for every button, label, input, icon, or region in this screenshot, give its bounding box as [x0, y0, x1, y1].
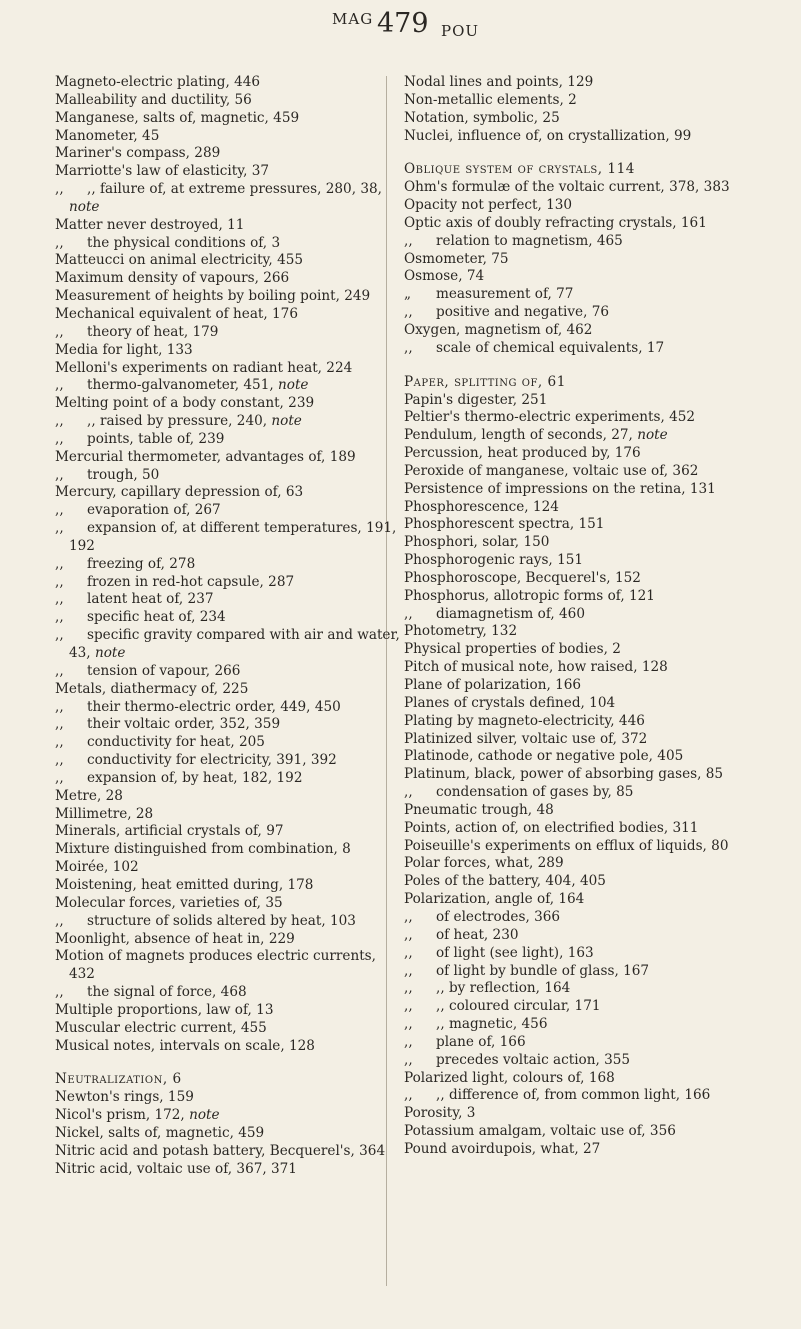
index-entry [55, 377, 400, 395]
entry-text: Newton's rings, 159 [55, 1089, 194, 1106]
entry-text: Porosity, 3 [404, 1105, 476, 1122]
ditto-mark: ,, [55, 769, 64, 786]
index-entry [404, 534, 749, 552]
index-entry [55, 752, 400, 770]
entry-text: ,, coloured circular, 171 [436, 998, 601, 1015]
header-right-guide: POU [441, 22, 480, 40]
entry-text: Planes of crystals defined, 104 [404, 694, 616, 711]
entry-text: specific gravity compared with air and water, 43, [69, 627, 400, 661]
index-entry [404, 748, 749, 766]
index-entry [55, 110, 400, 128]
entry-text: Plating by magneto-electricity, 446 [404, 712, 645, 729]
entry-text: relation to magnetism, 465 [436, 232, 623, 249]
index-entry [404, 74, 749, 92]
index-entry [55, 609, 400, 627]
ditto-mark: ,, [55, 520, 64, 537]
entry-text: scale of chemical equivalents, 17 [436, 339, 665, 356]
entry-text: Nickel, salts of, magnetic, 459 [55, 1124, 265, 1141]
entry-text: plane of, 166 [436, 1033, 526, 1050]
index-entry [404, 855, 749, 873]
entry-text: Multiple proportions, law of, 13 [55, 1001, 274, 1018]
index-entry [404, 873, 749, 891]
entry-text: Paper, splitting of, 61 [404, 373, 566, 390]
index-entry [404, 1087, 749, 1105]
entry-text: Polar forces, what, 289 [404, 855, 564, 872]
index-entry [404, 802, 749, 820]
index-entry [404, 606, 749, 624]
entry-text: freezing of, 278 [87, 555, 196, 572]
entry-text: Peltier's thermo-electric experiments, 452 [404, 409, 696, 426]
entry-text: Media for light, 133 [55, 341, 193, 358]
note-marker: note [69, 198, 100, 215]
entry-text: Oxygen, magnetism of, 462 [404, 321, 593, 338]
index-entry [404, 251, 749, 269]
index-column-right [404, 74, 749, 1159]
entry-text: ,, by reflection, 164 [436, 980, 571, 997]
entry-text: Phosphorus, allotropic forms of, 121 [404, 587, 655, 604]
entry-text: Pound avoirdupois, what, 27 [404, 1140, 601, 1157]
index-entry [55, 1089, 400, 1107]
index-entry [404, 1070, 749, 1088]
header-left-guide: MAG [332, 10, 374, 28]
entry-text: Melting point of a body constant, 239 [55, 395, 315, 412]
page-number: 479 [377, 8, 429, 39]
entry-text: Persistence of impressions on the retina, 131 [404, 480, 716, 497]
note-marker: note [189, 1107, 220, 1124]
entry-text: frozen in red-hot capsule, 287 [87, 573, 295, 590]
entry-text: Millimetre, 28 [55, 805, 154, 822]
entry-text: Matteucci on animal electricity, 455 [55, 252, 304, 269]
index-entry [55, 591, 400, 609]
index-entry [55, 288, 400, 306]
index-entry [404, 1123, 749, 1141]
index-entry [55, 770, 400, 788]
ditto-mark: ,, [404, 1087, 413, 1104]
entry-text: Mariner's compass, 289 [55, 145, 221, 162]
index-entry [404, 641, 749, 659]
entry-text: their thermo-electric order, 449, 450 [87, 698, 341, 715]
ditto-mark: ,, [404, 1051, 413, 1068]
index-entry [404, 980, 749, 998]
entry-text: Moirée, 102 [55, 859, 139, 876]
entry-text: Opacity not perfect, 130 [404, 197, 573, 214]
ditto-mark: ,, [404, 605, 413, 622]
index-entry [55, 806, 400, 824]
entry-text: conductivity for heat, 205 [87, 734, 265, 751]
entry-text: Nitric acid and potash battery, Becquerel's, 364 [55, 1142, 386, 1159]
index-entry [55, 1107, 400, 1125]
index-entry [404, 623, 749, 641]
ditto-mark: ,, [404, 232, 413, 249]
index-entry [404, 374, 749, 392]
index-entry [404, 659, 749, 677]
entry-text: latent heat of, 237 [87, 591, 214, 608]
index-entry [404, 322, 749, 340]
entry-text: the signal of force, 468 [87, 984, 247, 1001]
index-entry [55, 823, 400, 841]
entry-text: trough, 50 [87, 466, 160, 483]
index-entry [404, 427, 749, 445]
index-entry [55, 74, 400, 92]
ditto-mark: ,, [55, 377, 64, 394]
note-marker: note [637, 427, 668, 444]
index-entry [55, 502, 400, 520]
index-entry [55, 467, 400, 485]
index-entry [55, 217, 400, 235]
entry-text: Polarization, angle of, 164 [404, 891, 585, 908]
index-entry [404, 340, 749, 358]
entry-text: Manometer, 45 [55, 127, 160, 144]
index-entry [55, 699, 400, 717]
entry-text: Physical properties of bodies, 2 [404, 641, 621, 658]
entry-text: of light by bundle of glass, 167 [436, 962, 650, 979]
entry-text: Mercurial thermometer, advantages of, 189 [55, 448, 356, 465]
entry-text: Phosphorescent spectra, 151 [404, 516, 605, 533]
index-entry [404, 233, 749, 251]
entry-text: Ohm's formulæ of the voltaic current, 378, 383 [404, 179, 730, 196]
ditto-mark: ,, [55, 662, 64, 679]
ditto-mark: ,, [404, 962, 413, 979]
ditto-mark: ,, [55, 502, 64, 519]
entry-text: Osmose, 74 [404, 268, 485, 285]
index-entry [55, 395, 400, 413]
entry-text: Moistening, heat emitted during, 178 [55, 876, 314, 893]
entry-text: Pneumatic trough, 48 [404, 801, 554, 818]
index-entry [55, 270, 400, 288]
entry-text: Potassium amalgam, voltaic use of, 356 [404, 1123, 676, 1140]
ditto-mark: „ [404, 286, 412, 303]
entry-text: Papin's digester, 251 [404, 391, 548, 408]
entry-text: Peroxide of manganese, voltaic use of, 362 [404, 462, 699, 479]
index-entry [55, 235, 400, 253]
entry-text: thermo-galvanometer, 451, [87, 377, 274, 394]
index-entry [404, 463, 749, 481]
index-entry [404, 731, 749, 749]
index-entry [404, 909, 749, 927]
entry-text: Manganese, salts of, magnetic, 459 [55, 109, 300, 126]
index-entry [55, 413, 400, 431]
index-entry [404, 1034, 749, 1052]
ditto-mark: ,, [404, 998, 413, 1015]
index-entry [404, 516, 749, 534]
index-entry [55, 627, 400, 663]
ditto-mark: ,, [404, 304, 413, 321]
index-entry [404, 481, 749, 499]
index-entry [404, 766, 749, 784]
index-entry [404, 1141, 749, 1159]
entry-text: Points, action of, on electrified bodies, 311 [404, 819, 699, 836]
index-entry [55, 520, 400, 556]
ditto-mark: ,, [55, 912, 64, 929]
index-entry [55, 556, 400, 574]
index-entry [55, 984, 400, 1002]
index-entry [55, 1143, 400, 1161]
entry-text: of light (see light), 163 [436, 944, 594, 961]
entry-text: Pendulum, length of seconds, 27, [404, 427, 633, 444]
index-column-left [55, 74, 400, 1178]
entry-text: evaporation of, 267 [87, 502, 221, 519]
entry-text: Moonlight, absence of heat in, 229 [55, 930, 295, 947]
note-marker: note [94, 645, 126, 661]
entry-text: theory of heat, 179 [87, 323, 219, 340]
ditto-mark: ,, [55, 466, 64, 483]
ditto-mark: ,, [55, 573, 64, 590]
index-entry [55, 663, 400, 681]
ditto-mark: ,, [55, 181, 64, 198]
index-entry [404, 304, 749, 322]
index-entry [404, 677, 749, 695]
index-entry [404, 179, 749, 197]
index-entry [55, 1038, 400, 1056]
entry-text: Phosphorescence, 124 [404, 498, 559, 515]
entry-text: Measurement of heights by boiling point, 249 [55, 288, 371, 305]
index-entry [404, 820, 749, 838]
entry-text: measurement of, 77 [436, 286, 574, 303]
entry-text: of electrodes, 366 [436, 908, 561, 925]
index-entry [55, 342, 400, 360]
entry-text: Oblique system of crystals, 114 [404, 161, 635, 178]
index-entry [404, 1052, 749, 1070]
entry-text: Neutralization, 6 [55, 1071, 182, 1088]
ditto-mark: ,, [404, 980, 413, 997]
ditto-mark: ,, [55, 734, 64, 751]
index-entry [55, 931, 400, 949]
index-entry [55, 681, 400, 699]
index-entry [55, 574, 400, 592]
index-entry [55, 306, 400, 324]
entry-text: ,, failure of, at extreme pressures, 280, 38, [87, 181, 382, 198]
entry-text: Phosphorogenic rays, 151 [404, 552, 584, 569]
index-entry [404, 392, 749, 410]
index-entry [404, 927, 749, 945]
entry-text: conductivity for electricity, 391, 392 [87, 752, 337, 769]
index-entry [55, 1071, 400, 1089]
ditto-mark: ,, [404, 1033, 413, 1050]
ditto-mark: ,, [55, 698, 64, 715]
entry-text: Notation, symbolic, 25 [404, 109, 560, 126]
entry-text: tension of vapour, 266 [87, 662, 241, 679]
entry-text: positive and negative, 76 [436, 304, 610, 321]
entry-text: specific heat of, 234 [87, 609, 226, 626]
ditto-mark: ,, [55, 591, 64, 608]
entry-text: Magneto-electric plating, 446 [55, 74, 261, 90]
index-entry [55, 163, 400, 181]
index-entry [55, 841, 400, 859]
index-entry [404, 499, 749, 517]
index-entry [404, 570, 749, 588]
entry-text: ,, difference of, from common light, 166 [436, 1087, 711, 1104]
entry-text: Malleability and ductility, 56 [55, 91, 252, 108]
entry-text: Poiseuille's experiments on efflux of liquids, 80 [404, 837, 729, 854]
index-entry [55, 252, 400, 270]
entry-text: Metre, 28 [55, 787, 123, 804]
entry-text: ,, magnetic, 456 [436, 1016, 548, 1033]
ditto-mark: ,, [55, 752, 64, 769]
entry-text: Photometry, 132 [404, 623, 518, 640]
entry-text: Mixture distinguished from combination, 8 [55, 841, 351, 858]
index-entry [55, 716, 400, 734]
entry-text: Melloni's experiments on radiant heat, 224 [55, 359, 353, 376]
index-entry [404, 784, 749, 802]
entry-text: Non-metallic elements, 2 [404, 91, 577, 108]
entry-text: Platinode, cathode or negative pole, 405 [404, 748, 684, 765]
index-entry [55, 92, 400, 110]
index-entry [404, 92, 749, 110]
section-gap [55, 1055, 400, 1071]
entry-text: Mercury, capillary depression of, 63 [55, 484, 304, 501]
note-marker: note [271, 413, 302, 430]
entry-text: expansion of, by heat, 182, 192 [87, 769, 303, 786]
entry-text: Motion of magnets produces electric currents, 432 [55, 948, 376, 983]
entry-text: Minerals, artificial crystals of, 97 [55, 823, 284, 840]
index-entry [55, 877, 400, 895]
index-entry [404, 268, 749, 286]
index-entry [55, 859, 400, 877]
entry-text: diamagnetism of, 460 [436, 605, 585, 622]
entry-text: Muscular electric current, 455 [55, 1019, 267, 1036]
index-entry [55, 895, 400, 913]
index-entry [55, 484, 400, 502]
ditto-mark: ,, [55, 716, 64, 733]
entry-text: the physical conditions of, 3 [87, 234, 281, 251]
section-gap [404, 358, 749, 374]
section-gap [404, 145, 749, 161]
index-entry [404, 838, 749, 856]
entry-text: ,, raised by pressure, 240, [87, 413, 268, 430]
index-entry [404, 409, 749, 427]
ditto-mark: ,, [404, 1016, 413, 1033]
entry-text: Molecular forces, varieties of, 35 [55, 894, 283, 911]
entry-text: Mechanical equivalent of heat, 176 [55, 305, 298, 322]
entry-text: points, table of, 239 [87, 430, 225, 447]
entry-text: Platinized silver, voltaic use of, 372 [404, 730, 648, 747]
entry-text: Nitric acid, voltaic use of, 367, 371 [55, 1160, 297, 1177]
index-entry [55, 449, 400, 467]
entry-text: Platinum, black, power of absorbing gases, 85 [404, 766, 724, 783]
index-entry [55, 1161, 400, 1179]
index-entry [55, 1125, 400, 1143]
entry-text: Nodal lines and points, 129 [404, 74, 594, 90]
index-entry [404, 695, 749, 713]
entry-text: Nicol's prism, 172, [55, 1107, 185, 1124]
ditto-mark: ,, [55, 555, 64, 572]
index-entry [55, 360, 400, 378]
ditto-mark: ,, [404, 944, 413, 961]
index-entry [404, 713, 749, 731]
index-entry [404, 197, 749, 215]
entry-text: Plane of polarization, 166 [404, 677, 582, 693]
index-entry [404, 998, 749, 1016]
entry-text: Nuclei, influence of, on crystallization, 99 [404, 127, 692, 144]
entry-text: Musical notes, intervals on scale, 128 [55, 1037, 315, 1054]
ditto-mark: ,, [404, 784, 413, 801]
ditto-mark: ,, [55, 323, 64, 340]
index-entry [404, 128, 749, 146]
entry-text: structure of solids altered by heat, 103 [87, 912, 356, 929]
index-entry [404, 552, 749, 570]
entry-text: Phosphoroscope, Becquerel's, 152 [404, 569, 641, 586]
ditto-mark: ,, [404, 339, 413, 356]
entry-text: of heat, 230 [436, 926, 519, 943]
index-entry [404, 161, 749, 179]
index-entry [404, 588, 749, 606]
index-entry [55, 788, 400, 806]
entry-text: expansion of, at different temperatures, 191, 192 [69, 520, 397, 554]
index-entry [55, 1020, 400, 1038]
index-entry [55, 431, 400, 449]
index-entry [55, 181, 400, 217]
index-entry [55, 913, 400, 931]
entry-text: precedes voltaic action, 355 [436, 1051, 631, 1068]
index-entry [55, 324, 400, 342]
index-entry [55, 948, 400, 984]
ditto-mark: ,, [404, 926, 413, 943]
entry-text: Maximum density of vapours, 266 [55, 270, 290, 287]
note-marker: note [278, 377, 309, 394]
ditto-mark: ,, [55, 984, 64, 1001]
entry-text: condensation of gases by, 85 [436, 784, 634, 801]
index-entry [55, 1002, 400, 1020]
index-entry [404, 1105, 749, 1123]
ditto-mark: ,, [404, 908, 413, 925]
entry-text: their voltaic order, 352, 359 [87, 716, 281, 733]
page-header [0, 10, 801, 46]
entry-text: Metals, diathermacy of, 225 [55, 680, 249, 697]
ditto-mark: ,, [55, 413, 64, 430]
index-entry [404, 891, 749, 909]
index-entry [55, 145, 400, 163]
entry-text: Optic axis of doubly refracting crystals, 161 [404, 214, 707, 231]
index-entry [404, 945, 749, 963]
entry-text: Polarized light, colours of, 168 [404, 1069, 615, 1086]
entry-text: Phosphori, solar, 150 [404, 534, 550, 551]
index-entry [404, 286, 749, 304]
index-entry [404, 1016, 749, 1034]
entry-text: Poles of the battery, 404, 405 [404, 873, 606, 890]
index-entry [55, 734, 400, 752]
index-entry [404, 963, 749, 981]
ditto-mark: ,, [55, 430, 64, 447]
index-entry [404, 110, 749, 128]
entry-text: Osmometer, 75 [404, 250, 509, 267]
entry-text: Pitch of musical note, how raised, 128 [404, 659, 668, 676]
entry-text: Matter never destroyed, 11 [55, 216, 245, 233]
ditto-mark: ,, [55, 609, 64, 626]
index-entry [55, 128, 400, 146]
index-entry [404, 445, 749, 463]
index-entry [404, 215, 749, 233]
ditto-mark: ,, [55, 627, 64, 644]
entry-text: Percussion, heat produced by, 176 [404, 445, 641, 462]
ditto-mark: ,, [55, 234, 64, 251]
entry-text: Marriotte's law of elasticity, 37 [55, 163, 270, 180]
